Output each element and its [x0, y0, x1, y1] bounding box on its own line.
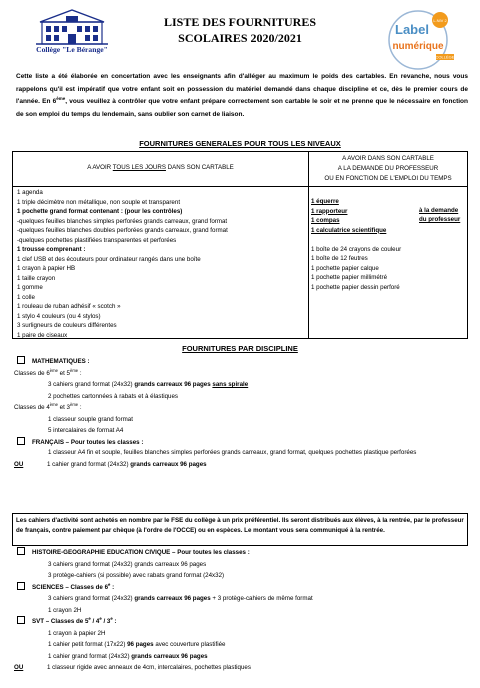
list-item: 5 intercalaires de format A4 [48, 427, 124, 434]
history-heading: HISTOIRE-GEOGRAPHIE EDUCATION CIVIQUE – Pour toutes les classes : [14, 547, 468, 559]
list-item: OU 1 cahier grand format (24x32) grands carreaux 96 pages [14, 461, 207, 468]
list-item: 1 pochette papier calque [311, 264, 379, 272]
list-item: 3 cahiers grand format (24x32) grands carreaux 96 pages [48, 560, 207, 568]
school-building-icon [36, 8, 108, 46]
list-item: 2 pochettes cartonnées à rabats et à élastiques [48, 392, 179, 400]
list-item: 3 cahiers grand format (24x32) grands carreaux 96 pages + 3 protège-cahiers de même format [48, 595, 313, 602]
list-item: 3 surligneurs de couleurs différentes [17, 322, 117, 329]
list-item: OU 1 classeur rigide avec anneaux de 4cm, intercalaires, pochettes plastiques [14, 664, 251, 671]
list-item: 1 crayon à papier 2H [48, 629, 106, 637]
checkbox-icon [17, 356, 25, 364]
list-item: 1 gomme [17, 284, 43, 291]
label-stamp: L.NIV 2 [433, 18, 447, 23]
list-item: -quelques pochettes plastifiées transparentes et perforées [17, 236, 177, 244]
list-item: 1 classeur A4 fin et souple, feuilles blanches simples perforées grands carreaux, grand format, quelques pochettes plastique perforées [48, 449, 417, 456]
activity-books-notice: Les cahiers d'activité sont achetés en nombre par le FSE du collège à un prix préférentiel. Ils seront distribués aux élèves, à la rentrée, par le professeur de français, contre paiement par chèque (à l'ordre de l'OCCE) ou en espèces. Le montant vous sera communiqué à la rentrée. [12, 513, 468, 546]
general-section-title: FOURNITURES GENERALES POUR TOUS LES NIVEAUX [139, 139, 341, 148]
checkbox-icon [17, 437, 25, 445]
title-line-1: LISTE DES FOURNITURES [163, 15, 317, 29]
list-item: 1 compas [311, 217, 340, 224]
svt-heading: SVT – Classes de 5e / 4e / 3e : [14, 616, 468, 628]
intro-paragraph: Cette liste a été élaborée en concertation avec les enseignants afin d'alléger au maximum le poids des cartables. En revanche, nous vous rappelons qu'il est impératif que votre enfant soit en possession du matériel demandé dans chaque discipline et ce, dès le premier cours de l'année. En 6ème, vous veuillez à contrôler que votre enfant prépare correctement son cartable le soir et ne prenne que le nécessaire en fonction de son emploi du temps du lendemain, sans oublier son carnet de liaison. [16, 73, 468, 118]
checkbox-icon [17, 616, 25, 624]
list-item: 1 rouleau de ruban adhésif « scotch » [17, 303, 121, 310]
list-item: 1 équerre [311, 198, 339, 205]
list-item: 1 rapporteur [311, 207, 348, 215]
list-item: 1 agenda [17, 189, 43, 196]
math-heading: MATHEMATIQUES : [14, 356, 468, 368]
page-title [150, 14, 330, 46]
label-word1: Label [395, 22, 429, 37]
list-item: 1 pochette grand format contenant : (pour les contrôles) [17, 208, 183, 215]
french-heading: FRANÇAIS – Pour toutes les classes : [14, 437, 468, 449]
left-column-header: A AVOIR TOUS LES JOURS DANS SON CARTABLE [87, 164, 234, 171]
general-supplies-table [12, 151, 468, 339]
college-name: Collège "Le Bérange" [36, 45, 108, 54]
list-item: 1 classeur souple grand format [48, 415, 133, 423]
right-column-header: A AVOIR DANS SON CARTABLE A LA DEMANDE DU PROFESSEUR OU EN FONCTION DE L'EMPLOI DU TEMPS [324, 155, 452, 182]
college-logo [30, 8, 114, 58]
math-group-1: Classes de 6ème et 5ème : [14, 367, 82, 377]
list-item: 3 protège-cahiers (si possible) avec rabats grand format (24x32) [48, 572, 225, 579]
math-group-2: Classes de 4ème et 3ème : [14, 401, 82, 411]
list-item: 1 clef USB et des écouteurs pour ordinateur rangés dans une boîte [17, 255, 201, 263]
list-item: 1 cahier grand format (24x32) grands carreaux 96 pages [48, 652, 208, 660]
list-item: 1 paire de ciseaux [17, 331, 68, 339]
list-item: 1 stylo 4 couleurs (ou 4 stylos) [17, 312, 101, 320]
daily-supplies-list [17, 188, 305, 340]
list-item: 1 trousse comprenant : [17, 246, 86, 253]
list-item: -quelques feuilles blanches simples perforées grands carreaux, grand format [17, 217, 228, 225]
checkbox-icon [17, 582, 25, 590]
list-item: 1 cahier petit format (17x22) 96 pages avec couverture plastifiée [48, 641, 226, 648]
label-word2: numérique [392, 41, 444, 52]
list-item: 1 pochette papier dessin perforé [311, 283, 400, 291]
label-numerique-logo [378, 8, 460, 72]
discipline-list-continued [14, 547, 468, 674]
list-item: 1 crayon 2H [48, 606, 82, 614]
list-item: 1 boîte de 24 crayons de couleur [311, 245, 402, 253]
title-line-2: SCOLAIRES 2020/2021 [178, 31, 302, 45]
discipline-list [14, 356, 468, 471]
list-item: 3 cahiers grand format (24x32) grands carreaux 96 pages sans spirale [48, 381, 249, 388]
checkbox-icon [17, 547, 25, 555]
list-item: 1 boîte de 12 feutres [311, 255, 368, 262]
list-item: 1 colle [17, 293, 35, 301]
list-item: 1 crayon à papier HB [17, 265, 76, 272]
label-sub: COLLÈGE [435, 54, 455, 60]
list-item: -quelques feuilles blanches doubles perforées grands carreaux, grand format [17, 227, 228, 234]
list-item: 1 calculatrice scientifique [311, 226, 387, 234]
on-demand-supplies-list [311, 197, 465, 292]
list-item: 1 taille crayon [17, 274, 56, 282]
list-item: 1 pochette papier millimétré [311, 274, 388, 281]
list-item: 1 triple décimètre non métallique, non souple et transparent [17, 198, 181, 206]
discipline-section-title: FOURNITURES PAR DISCIPLINE [182, 344, 298, 353]
sciences-heading: SCIENCES – Classes de 6e : [14, 582, 468, 594]
teacher-request-note: à la demande du professeur [419, 207, 461, 223]
